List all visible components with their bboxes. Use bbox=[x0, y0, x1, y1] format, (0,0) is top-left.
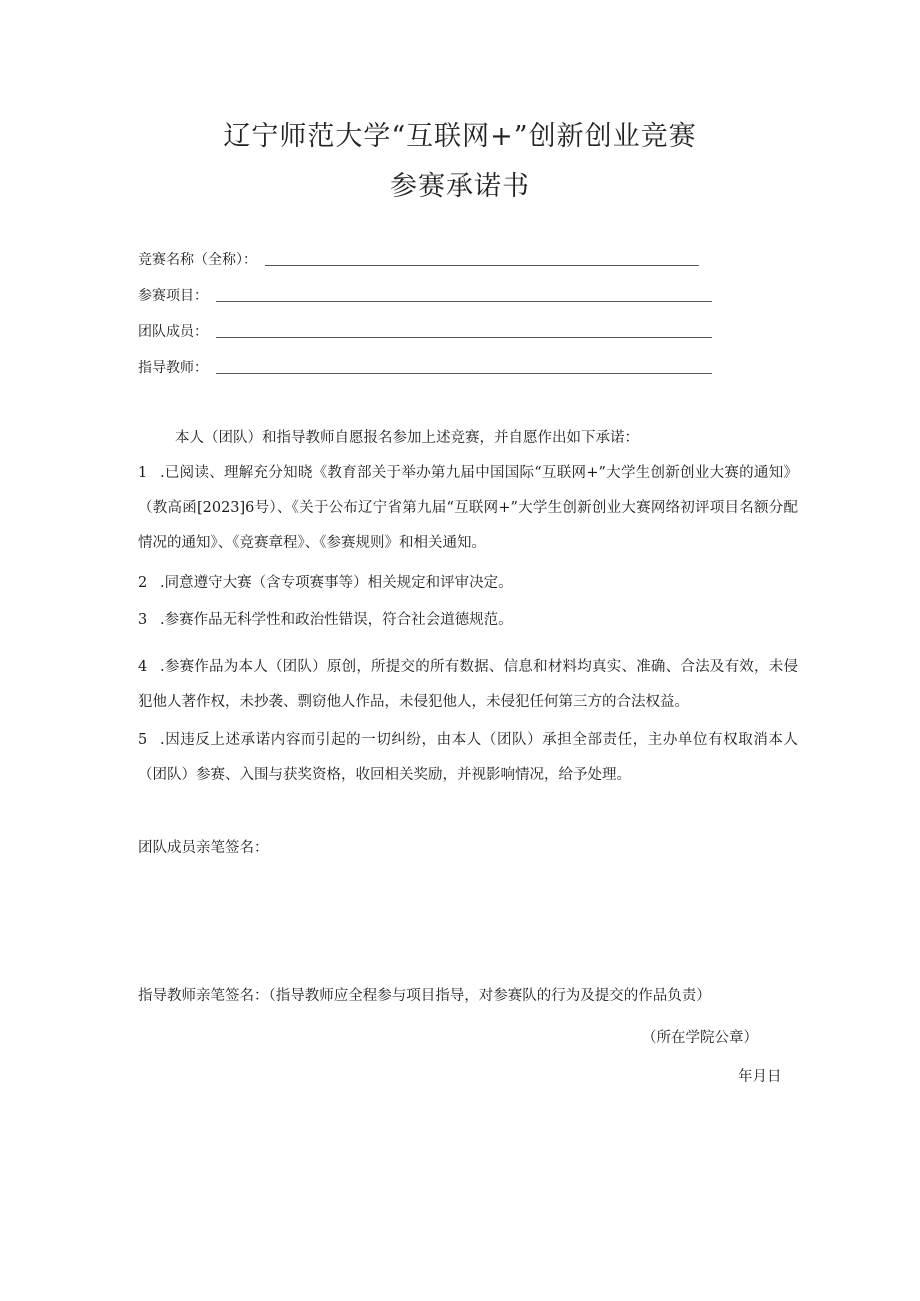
commitment-item bbox=[138, 723, 798, 793]
document-subtitle: 参赛承诺书 bbox=[390, 171, 530, 202]
advisor-blank[interactable] bbox=[216, 373, 712, 374]
field-label: 团队成员： bbox=[138, 324, 208, 340]
advisor-signature-label: 指导教师亲笔签名：（指导教师应全程参与项目指导，对参赛队的行为及提交的作品负责） bbox=[138, 988, 711, 1004]
college-seal-label: （所在学院公章） bbox=[642, 1030, 758, 1046]
project-blank[interactable] bbox=[216, 301, 712, 302]
commitment-item bbox=[138, 456, 798, 561]
field-advisor bbox=[138, 357, 712, 377]
field-team-members bbox=[138, 321, 712, 341]
item-text: .参赛作品为本人（团队）原创，所提交的所有数据、信息和材料均真实、准确、合法及有效，未侵犯他人著作权，未抄袭、剽窃他人作品，未侵犯他人，未侵犯任何第三方的合法权益。 bbox=[138, 659, 798, 710]
field-label: 指导教师： bbox=[138, 360, 208, 376]
item-number: 3 bbox=[138, 612, 148, 628]
item-number: 5 bbox=[138, 732, 148, 748]
commitment-item bbox=[138, 566, 798, 601]
item-number: 4 bbox=[138, 659, 148, 675]
field-competition-name bbox=[138, 249, 699, 269]
field-label: 参赛项目： bbox=[138, 288, 208, 304]
commitment-item bbox=[138, 650, 798, 720]
item-text: .同意遵守大赛（含专项赛事等）相关规定和评审决定。 bbox=[160, 575, 513, 591]
team-signature-label: 团队成员亲笔签名： bbox=[138, 840, 269, 856]
competition-name-blank[interactable] bbox=[265, 265, 699, 266]
item-text: .已阅读、理解充分知晓《教育部关于举办第九届中国国际“互联网+”大学生创新创业大赛的通知》（教高函[2023]6号）、《关于公布辽宁省第九届“互联网+”大学生创新创业大赛网络初评项目名额分配情况的通知》、《竞赛章程》、《参赛规则》和相关通知。 bbox=[138, 465, 798, 551]
team-members-blank[interactable] bbox=[216, 337, 712, 338]
item-number: 1 bbox=[138, 465, 148, 481]
field-label: 竞赛名称（全称）： bbox=[138, 252, 257, 268]
field-project bbox=[138, 285, 712, 305]
item-text: .因违反上述承诺内容而引起的一切纠纷，由本人（团队）承担全部责任，主办单位有权取消本人（团队）参赛、入围与获奖资格，收回相关奖励，并视影响情况，给予处理。 bbox=[138, 732, 798, 783]
date-label: 年月日 bbox=[738, 1069, 782, 1085]
intro-statement: 本人（团队）和指导教师自愿报名参加上述竞赛，并自愿作出如下承诺： bbox=[175, 430, 639, 446]
document-title: 辽宁师范大学“互联网+”创新创业竞赛 bbox=[223, 121, 697, 152]
item-number: 2 bbox=[138, 575, 148, 591]
commitment-item bbox=[138, 603, 798, 638]
item-text: .参赛作品无科学性和政治性错误，符合社会道德规范。 bbox=[160, 612, 513, 628]
